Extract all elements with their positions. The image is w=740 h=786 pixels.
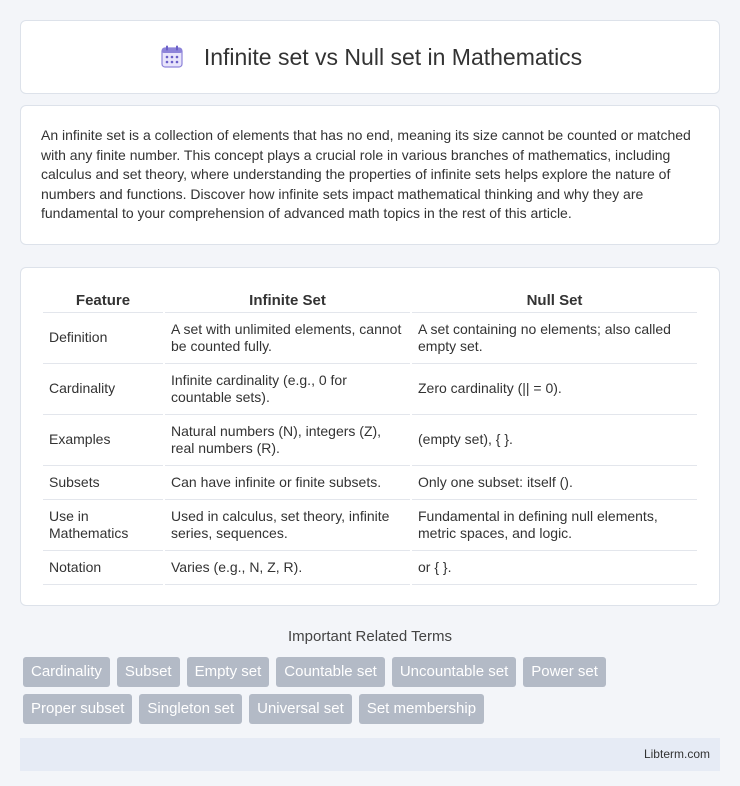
row-infinite-set: Natural numbers (N), integers (Z), real numbers (R). [165,415,410,466]
table-row [43,415,697,466]
tag-countable-set[interactable]: Countable set [276,657,385,687]
row-null-set: Zero cardinality (|| = 0). [412,364,697,415]
related-terms-title: Important Related Terms [288,627,452,645]
comparison-table [41,288,699,585]
table-row [43,364,697,415]
row-null-set: A set containing no elements; also called empty set. [412,313,697,364]
header-null-set: Null Set [412,288,697,313]
row-null-set: or { }. [412,551,697,585]
related-terms-tags [20,657,720,724]
row-feature: Subsets [43,466,163,500]
table-header-row [43,288,697,313]
tag-uncountable-set[interactable]: Uncountable set [392,657,516,687]
table-row [43,466,697,500]
row-feature: Cardinality [43,364,163,415]
table-row [43,500,697,551]
footer [20,738,720,771]
tag-cardinality[interactable]: Cardinality [23,657,110,687]
tag-subset[interactable]: Subset [117,657,180,687]
row-infinite-set: Used in calculus, set theory, infinite series, sequences. [165,500,410,551]
page-title: Infinite set vs Null set in Mathematics [203,43,583,70]
row-infinite-set: Varies (e.g., N, Z, R). [165,551,410,585]
row-null-set: (empty set), { }. [412,415,697,466]
row-feature: Use in Mathematics [43,500,163,551]
row-null-set: Fundamental in defining null elements, metric spaces, and logic. [412,500,697,551]
table-row [43,551,697,585]
tag-power-set[interactable]: Power set [523,657,606,687]
row-feature: Examples [43,415,163,466]
tag-empty-set[interactable]: Empty set [187,657,270,687]
header-infinite-set: Infinite Set [165,288,410,313]
tag-universal-set[interactable]: Universal set [249,694,352,724]
tag-proper-subset[interactable]: Proper subset [23,694,132,724]
comparison-table-card [20,267,720,606]
table-row [43,313,697,364]
tag-set-membership[interactable]: Set membership [359,694,484,724]
tag-singleton-set[interactable]: Singleton set [139,694,242,724]
row-infinite-set: Can have infinite or finite subsets. [165,466,410,500]
title-card [20,20,720,94]
row-feature: Notation [43,551,163,585]
row-infinite-set: Infinite cardinality (e.g., 0 for countable sets). [165,364,410,415]
row-infinite-set: A set with unlimited elements, cannot be counted fully. [165,313,410,364]
intro-text: An infinite set is a collection of elements that has no end, meaning its size cannot be counted or matched with any finite number. This concept plays a crucial role in various branches of mathematics, including calculus and set theory, where understanding the properties of infinite sets helps explore the nature of numbers and functions. Discover how infinite sets impact mathematical thinking and why they are fundamental to your comprehension of advanced math topics in the rest of this article. [41,127,691,222]
intro-card [20,105,720,245]
row-feature: Definition [43,313,163,364]
footer-site-link[interactable]: Libterm.com [643,747,710,762]
header-feature: Feature [43,288,163,313]
row-null-set: Only one subset: itself (). [412,466,697,500]
calendar-icon [158,43,186,71]
